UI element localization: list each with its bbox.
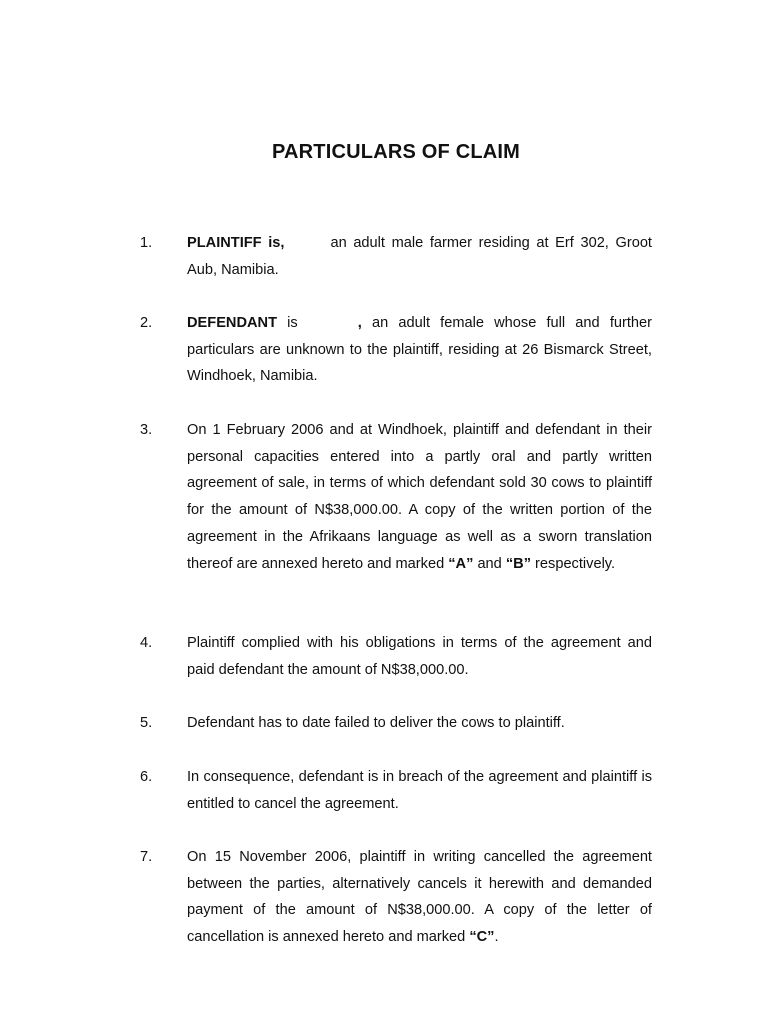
paragraph-number: 5. <box>140 715 153 731</box>
comma: , <box>357 315 362 331</box>
document-title: PARTICULARS OF CLAIM <box>271 141 521 163</box>
paragraph-3 <box>140 417 652 577</box>
paragraph-text: Plaintiff complied with his obligations in terms of the agreement and paid defendant the amount of N$38,000.00. <box>187 635 652 678</box>
paragraph-text-end: respectively. <box>531 555 616 572</box>
paragraph-text: an adult female whose full and further particulars are unknown to the plaintiff, residing at 26 Bismarck Street, Windhoek, Namibia. <box>187 315 653 385</box>
paragraph-text: On 15 November 2006, plaintiff in writing cancelled the agreement between the parties, alternatively cancels it herewith and demanded payment of the amount of N$38,000.00. A copy of the letter of cancellation is annexed hereto and marked <box>187 849 652 946</box>
paragraph-number: 4. <box>140 635 153 651</box>
paragraph-5 <box>140 710 652 737</box>
paragraph-number: 3. <box>140 422 153 438</box>
paragraph-7 <box>140 844 652 951</box>
paragraph-1 <box>140 230 652 283</box>
paragraph-text: an adult male farmer residing at Erf 302, Groot Aub, Namibia. <box>187 235 652 278</box>
defendant-label: DEFENDANT <box>187 315 277 331</box>
paragraph-number: 1. <box>140 235 153 251</box>
paragraph-4 <box>140 630 652 683</box>
annex-mark-c: “C” <box>469 929 495 946</box>
paragraph-number: 2. <box>140 315 153 331</box>
label-suffix: is, <box>261 235 285 251</box>
label-suffix: is <box>277 315 298 331</box>
annex-mark-a: “A” <box>448 555 474 572</box>
plaintiff-label: PLAINTIFF <box>187 235 262 251</box>
paragraph-text-end: . <box>494 929 499 946</box>
paragraph-2 <box>140 310 652 390</box>
paragraph-6 <box>140 764 652 817</box>
conjunction: and <box>473 555 506 572</box>
paragraph-text: On 1 February 2006 and at Windhoek, plaintiff and defendant in their personal capacities entered into a partly oral and partly written agreement of sale, in terms of which defendant sold 30 cows to plaintiff for the amount of N$38,000.00. A copy of the written portion of the agreement in the Afrikaans language as well as a sworn translation thereof are annexed hereto and marked <box>187 422 652 572</box>
annex-mark-b: “B” <box>505 555 531 572</box>
paragraph-number: 7. <box>140 849 153 865</box>
paragraph-number: 6. <box>140 769 153 785</box>
paragraph-text: In consequence, defendant is in breach of the agreement and plaintiff is entitled to cancel the agreement. <box>187 769 652 812</box>
paragraph-text: Defendant has to date failed to deliver the cows to plaintiff. <box>187 715 565 731</box>
